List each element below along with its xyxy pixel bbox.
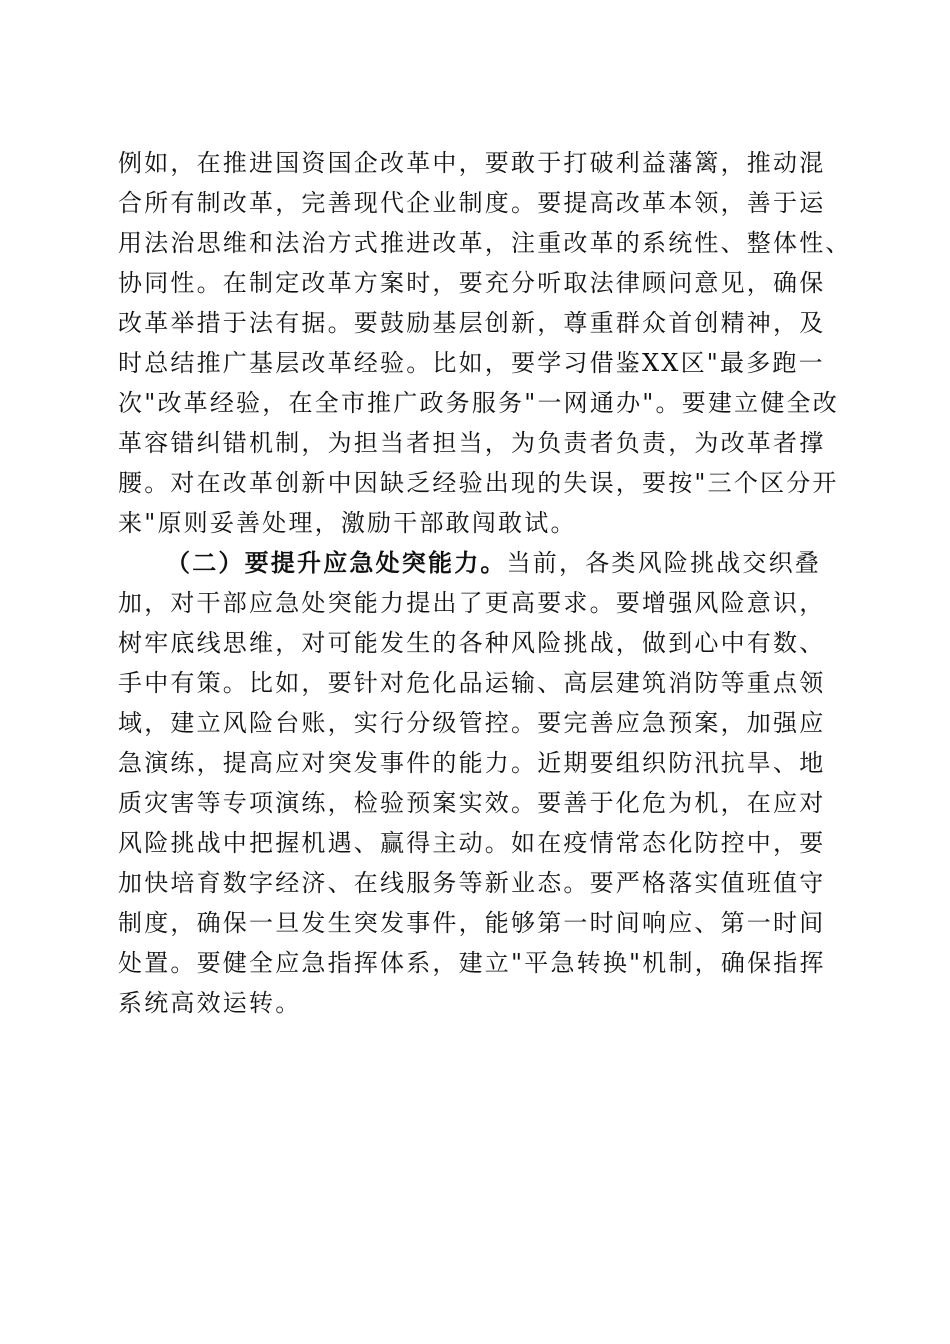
text-line: 急演练，提高应对突发事件的能力。近期要组织防汛抗旱、地 [118,749,826,777]
text-line: 树牢底线思维，对可能发生的各种风险挑战，做到心中有数、 [118,629,826,657]
section-heading: （二）要提升应急处突能力。 [166,548,507,577]
text-span: 当前，各类风险挑战交织叠 [506,549,822,577]
text-line: 用法治思维和法治方式推进改革，注重改革的系统性、整体性、 [118,229,852,257]
text-line: 次"改革经验，在全市推广政务服务"一网通办"。要建立健全改 [118,389,839,417]
text-line: 腰。对在改革创新中因缺乏经验出现的失误，要按"三个区分开 [118,469,839,497]
text-line: 协同性。在制定改革方案时，要充分听取法律顾问意见，确保 [118,269,826,297]
text-line: 手中有策。比如，要针对危化品运输、高层建筑消防等重点领 [118,669,826,697]
text-line: 域，建立风险台账，实行分级管控。要完善应急预案，加强应 [118,709,826,737]
text-line: 风险挑战中把握机遇、赢得主动。如在疫情常态化防控中，要 [118,829,826,857]
text-line: 来"原则妥善处理，激励干部敢闯敢试。 [118,509,577,537]
paragraph-first-line [118,543,878,583]
text-line: 处置。要健全应急指挥体系，建立"平急转换"机制，确保指挥 [118,949,826,977]
text-line: 加，对干部应急处突能力提出了更高要求。要增强风险意识， [118,589,826,617]
text-line: 时总结推广基层改革经验。比如，要学习借鉴XX区"最多跑一 [118,349,825,377]
text-line: 改革举措于法有据。要鼓励基层创新，尊重群众首创精神，及 [118,309,826,337]
text-line: 制度，确保一旦发生突发事件，能够第一时间响应、第一时间 [118,909,826,937]
text-line: 系统高效运转。 [118,989,302,1017]
text-line: 加快培育数字经济、在线服务等新业态。要严格落实值班值守 [118,869,826,897]
text-line: 合所有制改革，完善现代企业制度。要提高改革本领，善于运 [118,189,826,217]
text-line: 例如，在推进国资国企改革中，要敢于打破利益藩篱，推动混 [118,149,826,177]
document-body [118,143,878,1023]
text-line: 质灾害等专项演练，检验预案实效。要善于化危为机，在应对 [118,789,826,817]
text-line: 革容错纠错机制，为担当者担当，为负责者负责，为改革者撑 [118,429,826,457]
